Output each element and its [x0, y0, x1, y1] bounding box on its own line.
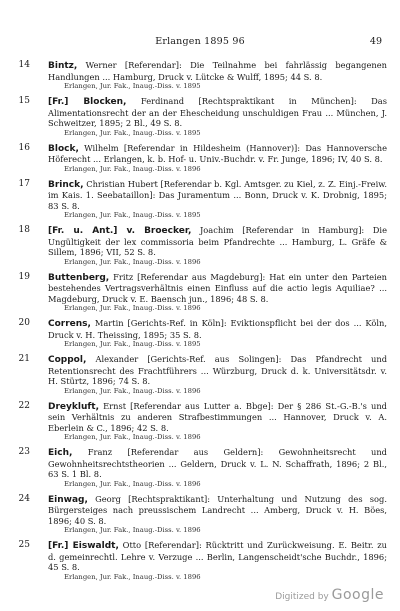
entry-citation: [48, 354, 387, 387]
dissertation-note: Erlangen, Jur. Fak., Inaug.-Diss. v. 1895: [64, 340, 201, 348]
citation-text: Alexander [Gerichts-Ref. aus Solingen]: Das Pfandrecht und Retentionsrecht des Frachtführers ... Würzburg, Druck d. k. Universitätsdr. v. H. Stürtz, 1896; 74 S. 8.: [48, 354, 388, 386]
author-surname: [Fr.] Blocken,: [48, 97, 127, 107]
citation-text: Fritz [Referendar aus Magdeburg]: Hat ein unter den Parteien bestehendes Vertragsverhältnis einen Einfluss auf die actio legis Aquiliae? ... Magdeburg, Druck v. E. Baensch jun., 1896; 48 S. 8.: [48, 271, 387, 304]
dissertation-note: Erlangen, Jur. Fak., Inaug.-Diss. v. 1896: [64, 433, 201, 441]
dissertation-note: Erlangen, Jur. Fak., Inaug.-Diss. v. 1896: [64, 164, 201, 173]
entry-number: 21: [18, 354, 30, 364]
citation-text: Georg [Rechtspraktikant]: Unterhaltung und Nutzung des sog. Bürgersteiges nach preussischem Landrecht ... Amberg, Druck v. H. Böes, 1896; 40 S. 8.: [48, 493, 388, 526]
bibliography-entry: [12, 401, 387, 443]
author-surname: [Fr. u. Ant.] v. Broecker,: [48, 226, 192, 236]
entry-number: 24: [18, 493, 30, 504]
citation-text: Martin [Gerichts-Ref. in Köln]: Eviktionspflicht bei der dos ... Köln, Druck v. H. Theissing, 1895; 35 S. 8.: [48, 318, 387, 340]
entry-number: 17: [18, 178, 30, 189]
watermark-prefix: Digitized by: [275, 592, 329, 602]
bibliography-entry: [12, 143, 387, 174]
dissertation-note: Erlangen, Jur. Fak., Inaug.-Diss. v. 1895: [64, 128, 201, 137]
entry-citation: [48, 225, 387, 258]
author-surname: Eich,: [48, 448, 73, 458]
citation-text: Joachim [Referendar in Hamburg]: Die Ungültigkeit der lex commissoria beim Pfandrechte ... Hamburg, L. Gräfe & Sillem, 1896; VII, 52 S. 8.: [48, 225, 387, 257]
entry-number: 14: [18, 60, 30, 70]
citation-text: Ferdinand [Rechtspraktikant in München]: Das Alimentationsrecht der an der Ehescheidung unschuldigen Frau ... München, J. Schweitzer, 1895; 2 Bl., 49 S. 8.: [48, 96, 387, 128]
entry-citation: [48, 401, 387, 434]
bibliography-entry: [12, 540, 387, 582]
dissertation-note: Erlangen, Jur. Fak., Inaug.-Diss. v. 1896: [64, 526, 201, 534]
author-surname: Buttenberg,: [48, 272, 110, 283]
author-surname: Brinck,: [48, 179, 84, 190]
bibliography-entry: [12, 354, 387, 396]
dissertation-note: Erlangen, Jur. Fak., Inaug.-Diss. v. 1895: [64, 211, 201, 219]
entry-citation: [48, 447, 387, 480]
entry-citation: [48, 540, 387, 573]
entry-citation: [48, 143, 387, 165]
entry-list: [12, 60, 387, 587]
citation-text: Franz [Referendar aus Geldern]: Gewohnheitsrecht und Gewohnheitsrechtstheorien ... Geldern, Druck v. L. N. Schaffrath, 1896; 2 Bl., 63 S. 1 Bl. 8.: [48, 447, 387, 479]
entry-number: 15: [18, 96, 30, 106]
citation-text: Otto [Referendar]: Rücktritt und Zurückweisung. E. Beitr. zu d. gemeinrechtl. Lehre v. Verzuge ... Berlin, Langenscheidt'sche Buchdr., 1896; 45 S. 8.: [48, 540, 388, 572]
author-surname: Dreykluft,: [48, 401, 99, 412]
entry-number: 22: [18, 400, 30, 411]
page-number: 49: [369, 36, 382, 47]
citation-text: Christian Hubert [Referendar b. Kgl. Amtsger. zu Kiel, z. Z. Einj.-Freiw. im Kais. 1. Seebataillon]: Das Juramentum ... Bonn, Druck v. K. Drobnig, 1895; 83 S. 8.: [48, 178, 387, 211]
bibliography-entry: [12, 494, 387, 536]
citation-text: Wilhelm [Referendar in Hildesheim (Hannover)]: Das Hannoversche Höferecht ... Erlangen, k. b. Hof- u. Univ.-Buchdr. v. Fr. Junge, 1896; IV, 40 S. 8.: [48, 142, 388, 164]
author-surname: Coppol,: [48, 355, 87, 365]
author-surname: Einwag,: [48, 494, 88, 505]
entry-citation: [48, 179, 387, 212]
google-logo: Google: [331, 587, 384, 603]
entry-citation: [48, 272, 387, 305]
author-surname: Bintz,: [48, 61, 78, 71]
author-surname: Block,: [48, 143, 79, 154]
dissertation-note: Erlangen, Jur. Fak., Inaug.-Diss. v. 1896: [64, 304, 201, 312]
bibliography-entry: [12, 272, 387, 314]
bibliography-entry: [12, 318, 387, 349]
bibliography-entry: [12, 60, 387, 91]
dissertation-note: Erlangen, Jur. Fak., Inaug.-Diss. v. 1896: [64, 479, 201, 488]
bibliography-entry: [12, 179, 387, 221]
entry-number: 19: [18, 271, 30, 282]
entry-citation: [48, 60, 387, 82]
entry-number: 25: [18, 540, 30, 550]
bibliography-entry: [12, 447, 387, 489]
entry-number: 23: [18, 447, 30, 457]
author-surname: [Fr.] Eiswaldt,: [48, 541, 119, 551]
author-surname: Correns,: [48, 319, 91, 329]
digitized-watermark: [275, 587, 384, 603]
entry-number: 20: [18, 318, 30, 328]
entry-citation: [48, 96, 387, 129]
dissertation-note: Erlangen, Jur. Fak., Inaug.-Diss. v. 1896: [64, 572, 201, 581]
bibliography-entry: [12, 225, 387, 267]
dissertation-note: Erlangen, Jur. Fak., Inaug.-Diss. v. 1896: [64, 257, 201, 266]
entry-citation: [48, 494, 387, 527]
entry-number: 16: [18, 142, 30, 153]
dissertation-note: Erlangen, Jur. Fak., Inaug.-Diss. v. 1895: [64, 82, 201, 90]
page-header: [0, 36, 400, 50]
citation-text: Ernst [Referendar aus Lutter a. Bbge]: Der § 286 St.-G.-B.'s und sein Verhältnis zu anderen Strafbestimmungen ... Hannover, Druck v. A. Eberlein & C., 1896; 42 S. 8.: [48, 400, 387, 433]
entry-citation: [48, 318, 387, 340]
bibliography-entry: [12, 96, 387, 138]
dissertation-note: Erlangen, Jur. Fak., Inaug.-Diss. v. 1896: [64, 386, 201, 395]
citation-text: Werner [Referendar]: Die Teilnahme bei fahrlässig begangenen Handlungen ... Hamburg, Druck v. Lütcke & Wulff, 1895; 44 S. 8.: [48, 60, 388, 82]
entry-number: 18: [18, 225, 30, 235]
running-title: Erlangen 1895 96: [155, 36, 245, 47]
